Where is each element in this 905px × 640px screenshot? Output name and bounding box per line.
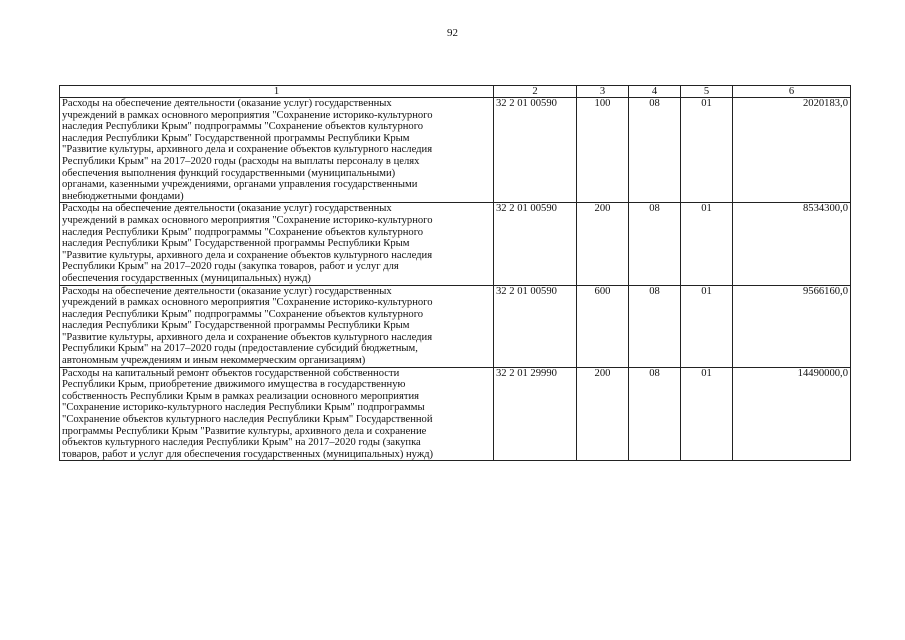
table-row [60,367,851,461]
row-description [60,367,494,461]
description-line: учреждений в рамках основного мероприятия "Сохранение историко-культурного [62,297,433,309]
table-row [60,203,851,285]
budget-table [59,85,851,461]
row-description [60,98,494,203]
description-line: товаров, работ и услуг для обеспечения государственных (муниципальных) нужд) [62,448,434,460]
description-line: органами, казенными учреждениями, органами управления государственными [62,179,418,191]
description-line: внебюджетными фондами) [62,190,184,202]
description-line: учреждений в рамках основного мероприятия "Сохранение историко-культурного [62,109,433,121]
description-line: учреждений в рамках основного мероприятия "Сохранение историко-культурного [62,214,433,226]
description-line: наследия Республики Крым" подпрограммы "Сохранение объектов культурного [62,121,424,133]
row-col4: 08 [629,98,681,203]
description-line: Расходы на обеспечение деятельности (оказание услуг) государственных [62,98,392,109]
description-line: наследия Республики Крым" Государственной программы Республики Крым [62,238,410,250]
description-line: наследия Республики Крым" Государственной программы Республики Крым [62,132,410,144]
column-header: 1 [60,86,494,98]
row-col5: 01 [681,98,733,203]
description-line: объектов культурного наследия Республики Крым" на 2017–2020 годы (закупка [62,437,421,449]
row-amount: 8534300,0 [733,203,851,285]
column-header: 5 [681,86,733,98]
description-line: "Сохранение историко-культурного наследия Республики Крым" подпрограммы [62,402,425,414]
row-col3: 600 [577,285,629,367]
row-code: 32 2 01 00590 [494,203,577,285]
row-amount: 2020183,0 [733,98,851,203]
row-description [60,285,494,367]
row-description [60,203,494,285]
description-line: наследия Республики Крым" подпрограммы "Сохранение объектов культурного [62,308,424,320]
description-line: Республики Крым" на 2017–2020 годы (предоставление субсидий бюджетным, [62,343,418,355]
column-header: 6 [733,86,851,98]
row-amount: 9566160,0 [733,285,851,367]
page-number: 92 [447,27,458,39]
description-line: "Развитие культуры, архивного дела и сохранение объектов культурного наследия [62,249,433,261]
description-line: Расходы на обеспечение деятельности (оказание услуг) государственных [62,203,392,215]
row-col5: 01 [681,367,733,461]
row-col5: 01 [681,203,733,285]
description-line: программы Республики Крым "Развитие культуры, архивного дела и сохранение [62,425,427,437]
column-header: 3 [577,86,629,98]
description-line: наследия Республики Крым" Государственной программы Республики Крым [62,320,410,332]
description-line: Республики Крым" на 2017–2020 годы (расходы на выплаты персоналу в целях [62,155,420,167]
description-line: Республики Крым, приобретение движимого имущества в государственную [62,379,406,391]
description-line: собственность Республики Крым в рамках реализации основного мероприятия [62,390,420,402]
description-line: "Развитие культуры, архивного дела и сохранение объектов культурного наследия [62,331,433,343]
row-amount: 14490000,0 [733,367,851,461]
column-header: 2 [494,86,577,98]
row-col3: 100 [577,98,629,203]
row-col3: 200 [577,367,629,461]
column-header: 4 [629,86,681,98]
description-line: автономным учреждениям и иным некоммерческим организациям) [62,355,366,367]
row-col4: 08 [629,203,681,285]
row-col4: 08 [629,367,681,461]
row-col4: 08 [629,285,681,367]
table-header-row [60,86,851,98]
row-col5: 01 [681,285,733,367]
description-line: Расходы на обеспечение деятельности (оказание услуг) государственных [62,285,392,297]
description-line: "Развитие культуры, архивного дела и сохранение объектов культурного наследия [62,144,433,156]
row-code: 32 2 01 00590 [494,98,577,203]
table-row [60,98,851,203]
description-line: "Сохранение объектов культурного наследия Республики Крым" Государственной [62,414,433,426]
row-code: 32 2 01 00590 [494,285,577,367]
description-line: наследия Республики Крым" подпрограммы "Сохранение объектов культурного [62,226,424,238]
table-row [60,285,851,367]
description-line: Расходы на капитальный ремонт объектов государственной собственности [62,367,400,379]
description-line: обеспечения выполнения функций государственными (муниципальными) [62,167,396,179]
row-code: 32 2 01 29990 [494,367,577,461]
row-col3: 200 [577,203,629,285]
description-line: Республики Крым" на 2017–2020 годы (закупка товаров, работ и услуг для [62,261,399,273]
description-line: обеспечения государственных (муниципальных) нужд) [62,272,311,284]
